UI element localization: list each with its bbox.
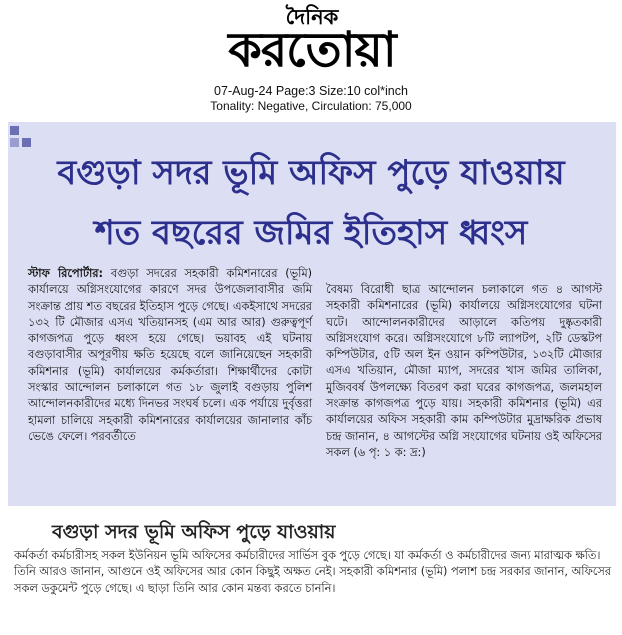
article-headline-line1: বগুড়া সদর ভূমি অফিস পুড়ে যাওয়ায় — [57, 153, 565, 193]
masthead-daily-label: দৈনিক — [285, 4, 339, 29]
continuation-text: কর্মকর্তা কর্মচারীসহ সকল ইউনিয়ন ভূমি অফিসের কর্মচারীদের সার্ভিস বুক পুড়ে গেছে। যা কর্মকর্তা ও কর্মচারীদের জন্য মারাত্মক ক্ষতি। তিনি আরও জানান, আগুনে ওই অফিসের আর কোন কিছুই অক্ষত নেই। সহকারী কমিশনার (ভূমি) পলাশ চন্দ্র সরকার জানান, অফিসের সকল ডকুমেন্ট পুড়ে গেছে। এ ছাড়া তিনি আর কোন মন্তব্য করতে চাননি। — [14, 549, 611, 595]
article-left-text: বগুড়া সদরের সহকারী কমিশনারের (ভূমি) কার্যালয়ে অগ্নিসংযোগের কারণে সদর উপজেলাবাসীর জমি সংক্রান্ত প্রায় শত বছরের ইতিহাস পুড়ে গেছে। একইসাথে সদরের ১৩২ টি মৌজার এসএ খতিয়ানসহ (এম আর আর) গুরুত্বপূর্ণ কাগজপত্র পুড়ে ধ্বংস হয়ে গেছে। ভয়াবহ এই ঘটনায় বগুড়াবাসীর অপূরণীয় ক্ষতি হয়েছে বলে জানিয়েছেন সহকারী কমিশনার (ভূমি) কার্যালয়ের কর্মকর্তারা। শিক্ষার্থীদের কোটা সংস্কার আন্দোলন চলাকালে গত ১৮ জুলাই বগুড়ায় পুলিশ আন্দোলনকারীদের মধ্যে দিনভর সংঘর্ষ চলে। এক পর্যায়ে দুর্বৃত্তরা হামলা চালিয়ে সহকারী কমিশনারের কার্যালয়ের জানালার কাঁচ ভেঙে ফেলে। পরবর্তীতে — [28, 267, 313, 443]
clip-meta-tonality: Tonality: Negative, Circulation: 75,000 — [210, 99, 412, 113]
continuation-body — [14, 548, 612, 597]
decorative-square-icon — [10, 138, 19, 147]
clip-meta-date-size: 07-Aug-24 Page:3 Size:10 col*inch — [214, 84, 408, 98]
article-right-column — [326, 282, 602, 461]
decorative-square-icon — [10, 126, 19, 135]
decorative-square-icon — [22, 138, 31, 147]
article-left-column — [28, 266, 312, 445]
article-headline-line2: শত বছরের জমির ইতিহাস ধ্বংস — [94, 213, 528, 253]
article-byline: স্টাফ রিপোর্টার: — [28, 267, 104, 280]
article-right-text: বৈষম্য বিরোধী ছাত্র আন্দোলন চলাকালে গত ৪ আগস্ট সহকারী কমিশনারের (ভূমি) কার্যালয়ে অগ্নিসংযোগের ঘটনা ঘটে। আন্দোলনকারীদের আড়ালে কতিপয় দুষ্কৃতকারী অগ্নিসংযোগ করে। অগ্নিসংযোগে ৮টি ল্যাপটপ, ২টি ডেস্কটপ কম্পিউটার, ৫টি অল ইন ওয়ান কম্পিউটার, ১৩২টি মৌজার এসএ খতিয়ান, মৌজা ম্যাপ, সদরের খাস জমির তালিকা, মুজিববর্ষ উপলক্ষ্যে বিতরণ করা ঘরের কাগজপত্র, জলমহাল সংক্রান্ত কাগজপত্র পুড়ে যায়। সহকারী কমিশনার (ভূমি) এর কার্যালয়ের অফিস সহকারী কাম কম্পিউটার মুদ্রাক্ষরিক প্রভাষ চন্দ্র জানান, ৪ আগস্টের অগ্নি সংযোগের ঘটনায় ওই অফিসের সকল (৬ পৃ: ১ ক: দ্র:) — [326, 283, 602, 459]
newspaper-logo: করতোয়া — [228, 22, 396, 78]
continuation-headline: বগুড়া সদর ভূমি অফিস পুড়ে যাওয়ায় — [52, 521, 336, 543]
